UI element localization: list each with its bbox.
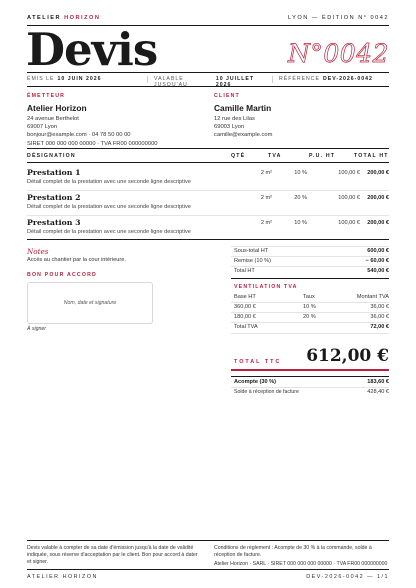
- vat-row-amount: 36,00 €: [370, 304, 389, 310]
- vat-rule: [231, 333, 389, 334]
- meta-separator: [272, 76, 273, 83]
- col-qty: QTÉ: [231, 153, 246, 159]
- footer-validity-note: Devis valable à compter de sa date d'émission jusqu'à la date de validité indiquée, sous réserve d'acceptation par le client. Bon pour accord à dater et signer.: [27, 545, 198, 566]
- deposit-rule: [231, 387, 389, 388]
- accord-label: BON POUR ACCORD: [27, 272, 97, 278]
- row-name: Prestation 1: [27, 168, 81, 177]
- row-description: Détail complet de la prestation avec une seconde ligne descriptive: [27, 204, 191, 210]
- vat-rule: [231, 322, 389, 323]
- edition-label: LYON — ÉDITION N° 0042: [287, 15, 389, 21]
- row-vat: 20 %: [294, 195, 307, 201]
- balance-value: 428,40 €: [367, 389, 389, 395]
- footer-rule: [27, 540, 389, 541]
- table-header-rule: [27, 162, 389, 163]
- total-ht-value: 540,00 €: [367, 268, 389, 274]
- issuer-address-1: 24 avenue Berthelot: [27, 116, 79, 122]
- vat-total-label: Total TVA: [234, 324, 258, 330]
- client-address-2: 69003 Lyon: [214, 124, 245, 131]
- discount-label: Remise (10 %): [234, 258, 271, 264]
- meta-rule: [27, 86, 389, 87]
- row-total: 200,00 €: [367, 195, 389, 201]
- row-vat: 10 %: [294, 220, 307, 226]
- issuer-name: Atelier Horizon: [27, 103, 87, 113]
- client-label: CLIENT: [214, 93, 240, 99]
- issued-value: 10 JUIN 2026: [57, 76, 102, 82]
- brand: [27, 15, 100, 21]
- col-vat: TVA: [268, 153, 282, 159]
- row-unit-price: 100,00 €: [338, 220, 360, 226]
- ttc-value: 612,00 €: [306, 346, 389, 366]
- client-name: Camille Martin: [214, 103, 272, 113]
- vat-total-value: 72,00 €: [370, 324, 389, 330]
- row-vat: 10 %: [294, 170, 307, 176]
- table-row: [27, 191, 389, 216]
- footer-payment-terms: Conditions de règlement : Acompte de 30 % à la commande, solde à réception de facture.: [214, 545, 372, 559]
- row-unit-price: 100,00 €: [338, 170, 360, 176]
- valid-label: VALABLE JUSQU'AU: [154, 76, 188, 88]
- subtotal-value: 600,00 €: [367, 248, 389, 254]
- top-bar: [27, 15, 389, 21]
- row-qty: 2 m²: [260, 170, 272, 176]
- issuer-block: [27, 93, 197, 148]
- footer-legal: Atelier Horizon · SARL · SIRET 000 000 000 00000 · TVA FR00 000000000: [214, 561, 388, 568]
- vat-col-rate: Taux: [303, 294, 315, 300]
- ttc-label: TOTAL TTC: [234, 359, 282, 365]
- col-total: TOTAL HT: [354, 153, 389, 159]
- row-description: Détail complet de la prestation avec une seconde ligne descriptive: [27, 179, 191, 185]
- vat-rule: [231, 302, 389, 303]
- row-name: Prestation 2: [27, 193, 81, 202]
- sign-note: À signer: [27, 326, 47, 332]
- signature-box[interactable]: [27, 282, 153, 324]
- totals-rule: [231, 256, 389, 257]
- deposit-top-rule: [231, 376, 389, 377]
- brand-accent: HORIZON: [64, 15, 101, 21]
- footer-conditions: [214, 545, 389, 569]
- brand-prefix: ATELIER: [27, 15, 62, 21]
- vat-col-base: Base HT: [234, 294, 256, 300]
- col-unit-price: P.U. HT: [309, 153, 336, 159]
- totals-rule: [231, 266, 389, 267]
- subtotal-label: Sous-total HT: [234, 248, 269, 254]
- row-description: Détail complet de la prestation avec une seconde ligne descriptive: [27, 229, 191, 235]
- col-designation: DÉSIGNATION: [27, 153, 76, 159]
- row-total: 200,00 €: [367, 170, 389, 176]
- ttc-rule: [231, 369, 389, 371]
- totals-rule: [231, 246, 389, 247]
- client-block: [214, 93, 384, 140]
- total-ht-label: Total HT: [234, 268, 255, 274]
- issuer-label: ÉMETTEUR: [27, 93, 66, 99]
- table-top-rule: [27, 148, 389, 149]
- discount-value: − 60,00 €: [365, 258, 389, 264]
- table-bottom-rule: [27, 239, 389, 240]
- deposit-value: 183,60 €: [367, 379, 389, 385]
- row-name: Prestation 3: [27, 218, 81, 227]
- balance-label: Solde à réception de facture: [234, 389, 299, 395]
- issuer-legal: SIRET 000 000 000 00000 · TVA FR00 000000000: [27, 140, 158, 147]
- vat-row-rate: 10 %: [303, 304, 316, 310]
- page-title: Devis: [26, 23, 158, 76]
- deposit-label: Acompte (30 %): [234, 379, 276, 385]
- signature-placeholder: Nom, date et signature: [63, 300, 117, 306]
- vat-row-amount: 36,00 €: [370, 314, 389, 320]
- table-row: [27, 216, 389, 241]
- vat-row-rate: 20 %: [303, 314, 316, 320]
- issuer-contact: bonjour@example.com · 04 78 50 00 00: [27, 132, 131, 139]
- notes-text: Accès au chantier par la cour intérieure.: [27, 257, 126, 263]
- vat-breakdown-label: VENTILATION TVA: [234, 284, 298, 290]
- notes-title: Notes: [27, 247, 49, 256]
- valid-value: 10 JUILLET 2026: [215, 76, 255, 88]
- client-email: camille@example.com: [214, 132, 273, 139]
- vat-rule: [231, 312, 389, 313]
- issued-label: ÉMIS LE: [27, 76, 55, 82]
- vat-col-amount: Montant TVA: [356, 294, 389, 300]
- meta-separator: [147, 76, 148, 83]
- document-number: N°0042: [288, 39, 389, 68]
- row-total: 200,00 €: [367, 220, 389, 226]
- issuer-address-2: 69007 Lyon: [27, 124, 58, 131]
- footer-brand: ATELIER HORIZON: [27, 574, 98, 580]
- footer-page-ref: DEV-2026-0042 — 1/1: [306, 574, 389, 580]
- totals-rule: [231, 278, 389, 279]
- table-row: [27, 166, 389, 191]
- vat-row-base: 180,00 €: [234, 314, 256, 320]
- row-qty: 2 m²: [260, 195, 272, 201]
- title-rule: [27, 72, 389, 73]
- ref-value: DEV-2026-0042: [323, 76, 373, 82]
- client-address-1: 12 rue des Lilas: [214, 116, 255, 122]
- ref-label: RÉFÉRENCE: [279, 76, 320, 82]
- row-unit-price: 100,00 €: [338, 195, 360, 201]
- footer-bottom-rule: [27, 569, 389, 570]
- row-qty: 2 m²: [260, 220, 272, 226]
- footer-bar: [27, 574, 389, 580]
- vat-row-base: 360,00 €: [234, 304, 256, 310]
